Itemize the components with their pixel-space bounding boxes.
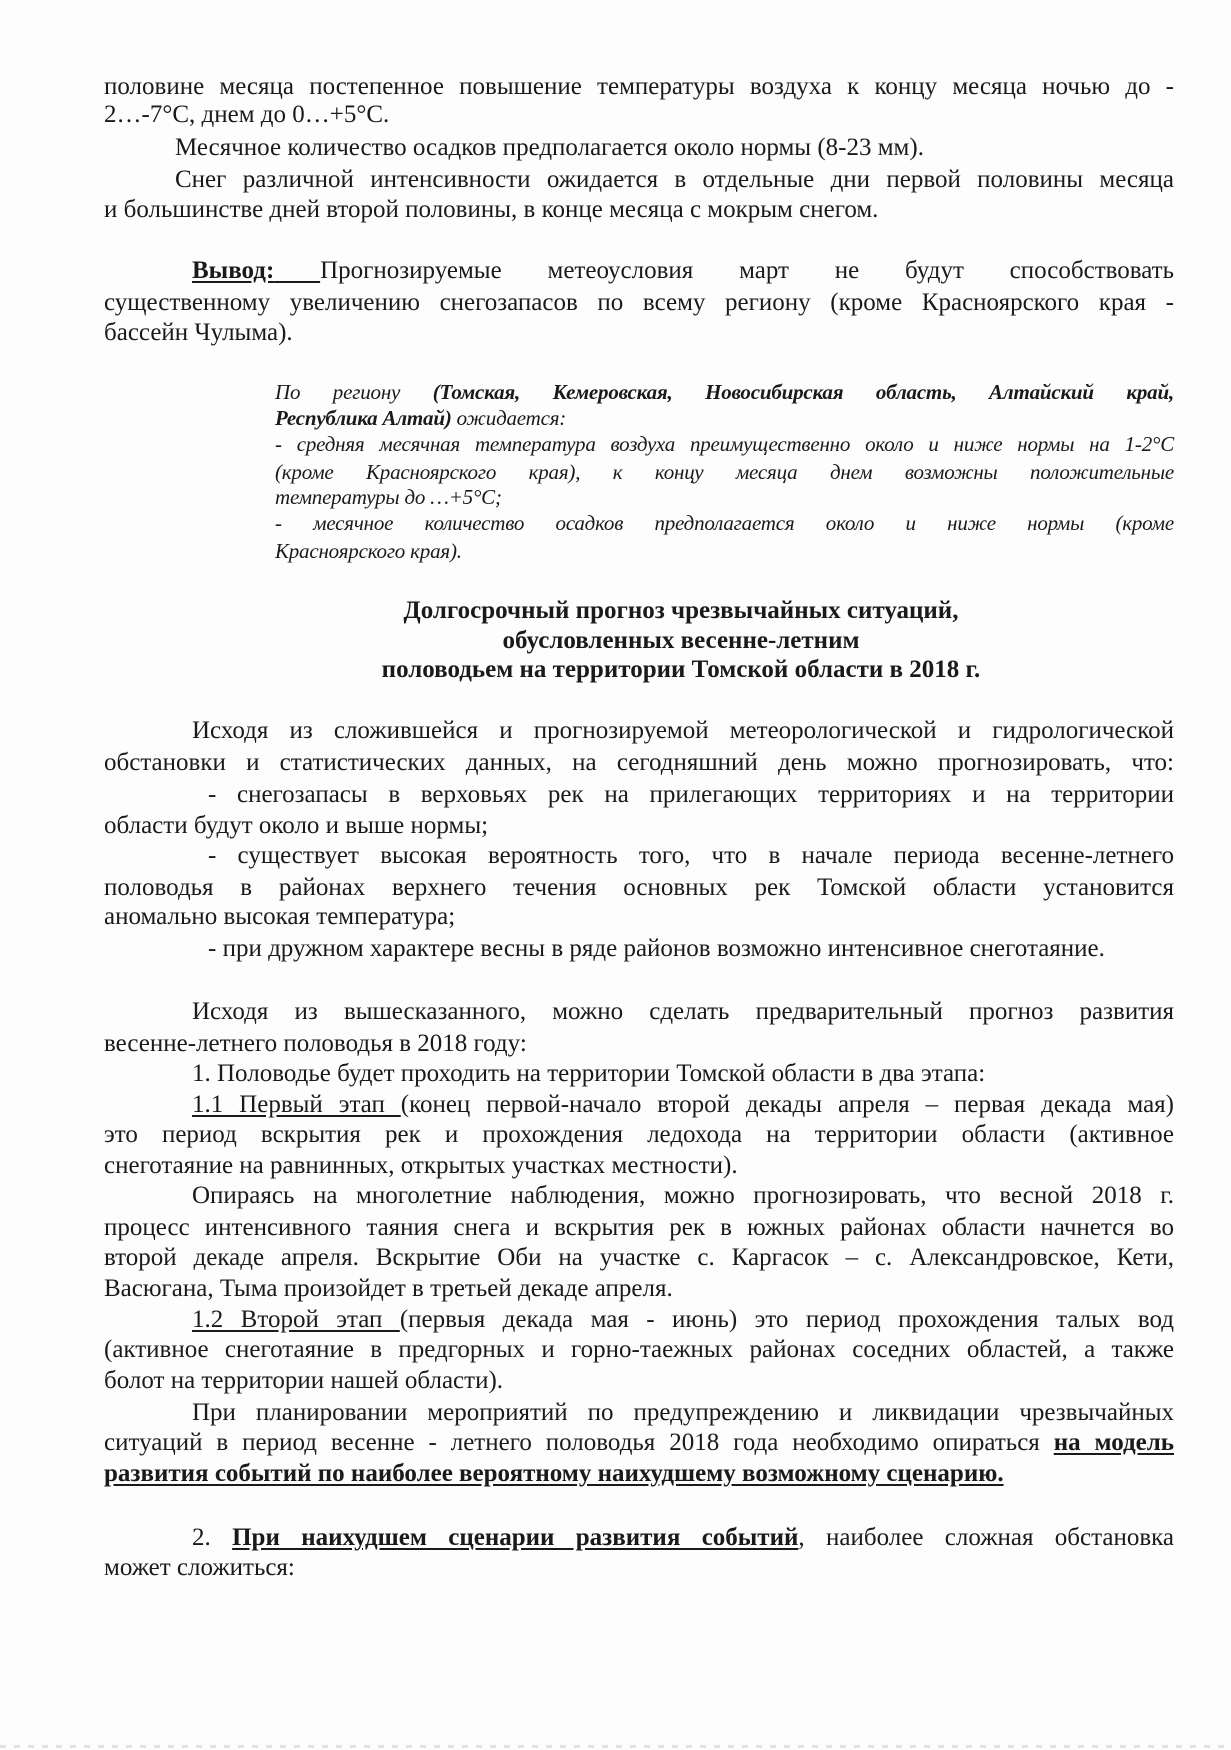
text-line xyxy=(104,1151,1174,1181)
text-line xyxy=(192,1181,1174,1211)
text-segment: (кроме Красноярского края), к концу месяца днем возможны положительные xyxy=(275,460,1174,484)
text-line xyxy=(192,1398,1174,1428)
text-segment: может сложиться: xyxy=(104,1554,295,1581)
text-segment: (Томская, Кемеровская, Новосибирская область, Алтайский край, xyxy=(432,380,1174,404)
text-line xyxy=(208,934,1174,964)
scan-artifact xyxy=(0,1745,1231,1748)
underlined-text: 1.1 Первый этап xyxy=(192,1091,401,1118)
forecast-note-line xyxy=(275,536,1174,566)
text-line xyxy=(192,716,1174,746)
text-line xyxy=(104,1243,1174,1273)
text-line xyxy=(192,997,1174,1027)
text-line xyxy=(104,288,1174,318)
text-line xyxy=(104,1335,1174,1365)
text-segment: Опираясь на многолетние наблюдения, можно прогнозировать, что весной 2018 г. xyxy=(192,1182,1174,1209)
text-line xyxy=(104,1366,1174,1396)
text-line xyxy=(104,100,1174,130)
text-segment: Исходя из вышесказанного, можно сделать предварительный прогноз развития xyxy=(192,998,1174,1025)
text-segment: - существует высокая вероятность того, что в начале периода весенне-летнего xyxy=(208,842,1174,869)
text-line xyxy=(104,748,1174,778)
text-segment: второй декаде апреля. Вскрытие Оби на участке с. Каргасок – с. Александровское, Кети, xyxy=(104,1244,1174,1271)
text-line xyxy=(175,133,1174,163)
text-segment: - при дружном характере весны в ряде районов возможно интенсивное снеготаяние. xyxy=(208,935,1105,962)
text-line xyxy=(192,1305,1174,1335)
text-segment: половодья в районах верхнего течения основных рек Томской области установится xyxy=(104,874,1174,901)
text-segment: ситуаций в период весенне - летнего половодья 2018 года необходимо опираться xyxy=(104,1429,1054,1456)
text-segment: Исходя из сложившейся и прогнозируемой метеорологической и гидрологической xyxy=(192,717,1174,744)
text-segment: Республика Алтай) xyxy=(275,406,452,430)
text-segment: ожидается: xyxy=(451,406,567,430)
text-line xyxy=(104,1553,1174,1583)
text-segment: - снегозапасы в верховьях рек на прилегающих территориях и на территории xyxy=(208,781,1174,808)
text-line xyxy=(104,72,1174,102)
text-segment: , наиболее сложная обстановка xyxy=(798,1524,1174,1551)
text-segment: По региону xyxy=(275,380,433,404)
text-segment: Прогнозируемые метеоусловия март не будут способствовать xyxy=(320,257,1175,284)
text-line xyxy=(104,1213,1174,1243)
text-segment: это период вскрытия рек и прохождения ледохода на территории области (активное xyxy=(104,1121,1174,1148)
text-segment: половодьем на территории Томской области в 2018 г. xyxy=(381,656,981,683)
text-line xyxy=(192,1059,1174,1089)
text-line xyxy=(104,1428,1174,1458)
text-line xyxy=(104,1120,1174,1150)
text-line xyxy=(192,1523,1174,1553)
text-segment: половине месяца постепенное повышение температуры воздуха к концу месяца ночью до - xyxy=(104,73,1174,100)
text-segment: весенне-летнего половодья в 2018 году: xyxy=(104,1030,527,1057)
forecast-note-line xyxy=(275,508,1174,538)
underlined-text xyxy=(274,257,320,284)
text-segment: Долгосрочный прогноз чрезвычайных ситуаций, xyxy=(403,597,959,624)
emphasized-text: на модель xyxy=(1053,1429,1175,1456)
text-segment: существенному увеличению снегозапасов по всему региону (кроме Красноярского края - xyxy=(104,289,1174,316)
text-segment: аномально высокая температура; xyxy=(104,903,456,930)
text-line xyxy=(104,1274,1174,1304)
text-segment: (первыя декада мая - июнь) это период прохождения талых вод xyxy=(399,1306,1174,1333)
text-segment: 1. Половодье будет проходить на территории Томской области в два этапа: xyxy=(192,1060,986,1087)
text-line xyxy=(104,873,1174,903)
text-segment: процесс интенсивного таяния снега и вскрытия рек в южных районах области начнется во xyxy=(104,1214,1174,1241)
text-segment: - месячное количество осадков предполагается около и ниже нормы (кроме xyxy=(275,511,1174,535)
forecast-note-line xyxy=(275,429,1174,459)
section-title-line xyxy=(381,596,981,626)
text-segment: температуры до …+5°С; xyxy=(275,485,502,509)
text-segment: - средняя месячная температура воздуха преимущественно около и ниже нормы на 1-2°С xyxy=(275,432,1174,456)
text-segment: (конец первой-начало второй декады апреля – первая декада мая) xyxy=(400,1091,1174,1118)
text-segment: снеготаяние на равнинных, открытых участках местности). xyxy=(104,1152,738,1179)
emphasized-text: При наихудшем сценарии развития событий xyxy=(232,1524,799,1551)
text-line xyxy=(104,318,1174,348)
text-line xyxy=(208,841,1174,871)
text-line xyxy=(192,256,1174,286)
text-line xyxy=(104,811,1174,841)
text-line xyxy=(175,165,1174,195)
text-line xyxy=(104,195,1174,225)
text-line xyxy=(104,1029,1174,1059)
text-line xyxy=(104,902,1174,932)
section-title-line xyxy=(381,655,981,685)
text-segment: обстановки и статистических данных, на сегодняшний день можно прогнозировать, что: xyxy=(104,749,1174,776)
text-segment: области будут около и выше нормы; xyxy=(104,812,489,839)
text-segment: Снег различной интенсивности ожидается в отдельные дни первой половины месяца xyxy=(175,166,1174,193)
text-segment: 2…-7°С, днем до 0…+5°С. xyxy=(104,101,390,128)
text-segment: болот на территории нашей области). xyxy=(104,1367,504,1394)
underlined-text: 1.2 Второй этап xyxy=(192,1306,400,1333)
text-segment: Красноярского края). xyxy=(275,539,462,563)
text-segment: Месячное количество осадков предполагается около нормы (8-23 мм). xyxy=(175,134,924,161)
text-segment: (активное снеготаяние в предгорных и горно-таежных районах соседних областей, а также xyxy=(104,1336,1174,1363)
text-segment: 2. xyxy=(192,1524,233,1551)
text-segment: и большинстве дней второй половины, в конце месяца с мокрым снегом. xyxy=(104,196,879,223)
text-segment: Васюгана, Тыма произойдет в третьей декаде апреля. xyxy=(104,1275,673,1302)
text-segment: бассейн Чулыма). xyxy=(104,319,293,346)
text-segment: обусловленных весенне-летним xyxy=(502,627,860,654)
emphasized-text: развития событий по наиболее вероятному наихудшему возможному сценарию. xyxy=(104,1460,1004,1487)
section-title-line xyxy=(381,626,981,656)
text-line xyxy=(208,780,1174,810)
text-line xyxy=(192,1090,1174,1120)
text-line xyxy=(104,1459,1174,1489)
text-segment: При планировании мероприятий по предупреждению и ликвидации чрезвычайных xyxy=(192,1399,1174,1426)
emphasized-text: Вывод: xyxy=(192,257,275,284)
